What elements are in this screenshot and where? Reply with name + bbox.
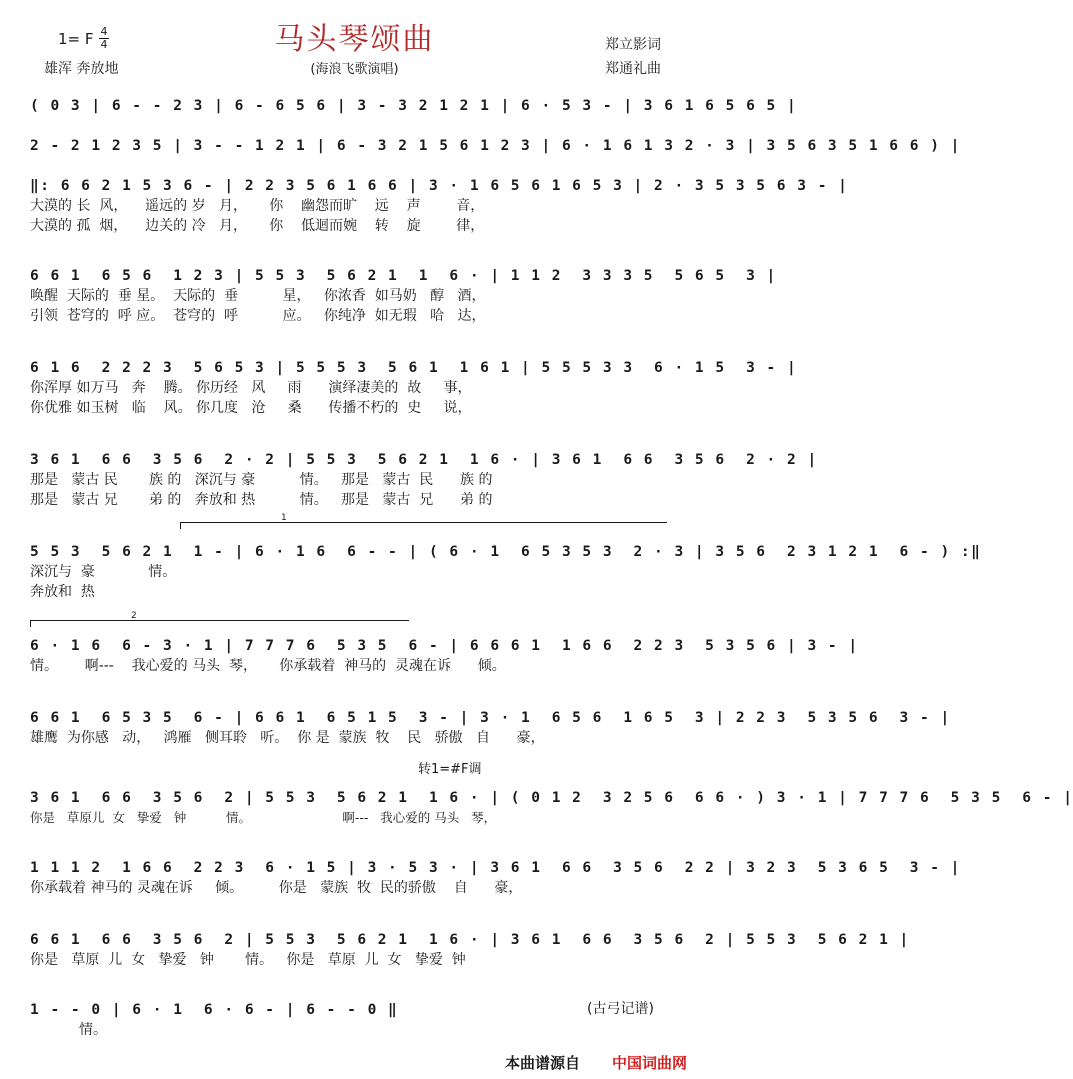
lyric-line: 情。 啊--- 我心爱的 马头 琴， 你承载着 神马的 灵魂在诉 倾。 [30,658,506,674]
lyric-verse-1: 你浑厚 如万马 奔 腾。 你历经 风 雨 演绎凄美的 故 事， [30,380,472,396]
composer-credit: 郑通礼曲 [605,61,661,77]
notation-line: 6 6 1 6 5 6 1 2 3 | 5 5 3 5 6 2 1 1 6 · | 1 1 2 3 3 3 5 5 6 5 3 | [30,268,777,284]
score-system-9 [30,708,951,748]
key-signature: 1= F [58,30,94,48]
notation-line: 6 6 1 6 5 3 5 6 - | 6 6 1 6 5 1 5 3 - | 3 · 1 6 5 6 1 6 5 3 | 2 2 3 5 3 5 6 3 - | [30,710,951,726]
score-system-13 [30,1000,682,1040]
notation-line: ‖: 6 6 2 1 5 3 6 - | 2 2 3 5 6 1 6 6 | 3 · 1 6 5 6 1 6 5 3 | 2 · 3 5 3 5 6 3 - | [30,178,849,194]
score-system-4 [30,266,777,326]
lyric-verse-2: 引领 苍穹的 呼 应。 苍穹的 呼 应。 你纯净 如无瑕 哈 达， [30,308,486,324]
lyric-verse-2: 大漠的 孤 烟， 边关的 冷 月， 你 低迴而婉 转 旋 律， [30,218,485,234]
notation-line: 6 1 6 2 2 2 3 5 6 5 3 | 5 5 5 3 5 6 1 1 6 1 | 5 5 5 3 3 6 · 1 5 3 - | [30,360,798,376]
lyric-verse-2: 那是 蒙古 兄 弟 的 奔放和 热 情。 那是 蒙古 兄 弟 的 [30,492,493,508]
score-system-5 [30,358,798,418]
notation-line: 5 5 3 5 6 2 1 1 - | 6 · 1 6 6 - - | ( 6 · 1 6 5 3 5 3 2 · 3 | 3 5 6 2 3 1 2 1 6 - ) :‖ [30,544,982,560]
lyricist-credit: 郑立影词 [605,37,661,53]
meter-top: 4 [100,25,108,38]
notation-line: 3 6 1 6 6 3 5 6 2 | 5 5 3 5 6 2 1 1 6 · | ( 0 1 2 3 2 5 6 6 6 · ) 3 · 1 | 7 7 7 6 5 3 5 6 - | [30,790,1073,806]
performer-note: (海浪飞歌演唱) [310,62,399,77]
notation-line: 6 · 1 6 6 - 3 · 1 | 7 7 7 6 5 3 5 6 - | 6 6 6 1 1 6 6 2 2 3 5 3 5 6 | 3 - | [30,638,859,654]
notation-line: 2 - 2 1 2 3 5 | 3 - - 1 2 1 | 6 - 3 2 1 5 6 1 2 3 | 6 · 1 6 1 3 2 · 3 | 3 5 6 3 5 1 6 6 ) | [30,138,961,154]
site-name-link[interactable]: 中国词曲网 [612,1054,688,1072]
notation-line: 1 - - 0 | 6 · 1 6 · 6 - | 6 - - 0 ‖ [30,1000,682,1020]
lyric-line: 你承载着 神马的 灵魂在诉 倾。 你是 蒙族 牧 民的骄傲 自 豪， [30,880,523,896]
lyric-verse-1: 那是 蒙古 民 族 的 深沉与 豪 情。 那是 蒙古 民 族 的 [30,472,493,488]
first-ending-bracket: 1 [180,522,667,529]
score-system-12 [30,930,910,970]
notation-line: 3 6 1 6 6 3 5 6 2 · 2 | 5 5 3 5 6 2 1 1 6 · | 3 6 1 6 6 3 5 6 2 · 2 | [30,452,818,468]
second-ending-bracket: 2 [30,620,409,627]
score-system-6 [30,450,818,523]
modulation-marker: 转1=#F调 [418,762,482,777]
meter-bottom: 4 [100,38,108,51]
score-system-3 [30,176,849,236]
score-system-7 [30,542,982,621]
lyric-line: 你是 草原 儿 女 挚爱 钟 情。 你是 草原 儿 女 挚爱 钟 [30,952,466,968]
score-system-8 [30,636,859,676]
notation-line: ( 0 3 | 6 - - 2 3 | 6 - 6 5 6 | 3 - 3 2 1 2 1 | 6 · 5 3 - | 3 6 1 6 5 6 5 | [30,98,798,114]
score-system-11 [30,858,961,898]
lyric-verse-2: 奔放和 热 [30,584,95,600]
lyric-verse-1: 唤醒 天际的 垂 星。 天际的 垂 星， 你浓香 如马奶 醇 酒， [30,288,486,304]
tempo-marking: 雄浑 奔放地 [44,61,119,77]
source-label: 本曲谱源自 [505,1054,581,1072]
lyric-line: 你是 草原儿 女 挚爱 钟 情。 啊--- 我心爱的 马头 琴， [30,810,497,825]
notation-line: 1 1 1 2 1 6 6 2 2 3 6 · 1 5 | 3 · 5 3 · | 3 6 1 6 6 3 5 6 2 2 | 3 2 3 5 3 6 5 3 - | [30,860,961,876]
notation-line: 6 6 1 6 6 3 5 6 2 | 5 5 3 5 6 2 1 1 6 · | 3 6 1 6 6 3 5 6 2 | 5 5 3 5 6 2 1 | [30,932,910,948]
song-title: 马头琴颂曲 [274,22,435,57]
score-system-2 [30,136,961,156]
lyric-verse-2: 你优雅 如玉树 临 风。 你几度 沧 桑 传播不朽的 史 说， [30,400,472,416]
lyric-line: 雄鹰 为你感 动， 鸿雁 侧耳聆 听。 你 是 蒙族 牧 民 骄傲 自 豪， [30,730,545,746]
score-system-10 [30,788,1073,828]
transcriber-credit: (古弓记谱) [587,1001,654,1017]
lyric-verse-1: 深沉与 豪 情。 [30,564,177,580]
score-system-1 [30,96,798,116]
lyric-line: 情。 [30,1022,107,1038]
lyric-verse-1: 大漠的 长 风， 遥远的 岁 月， 你 幽怨而旷 远 声 音， [30,198,485,214]
